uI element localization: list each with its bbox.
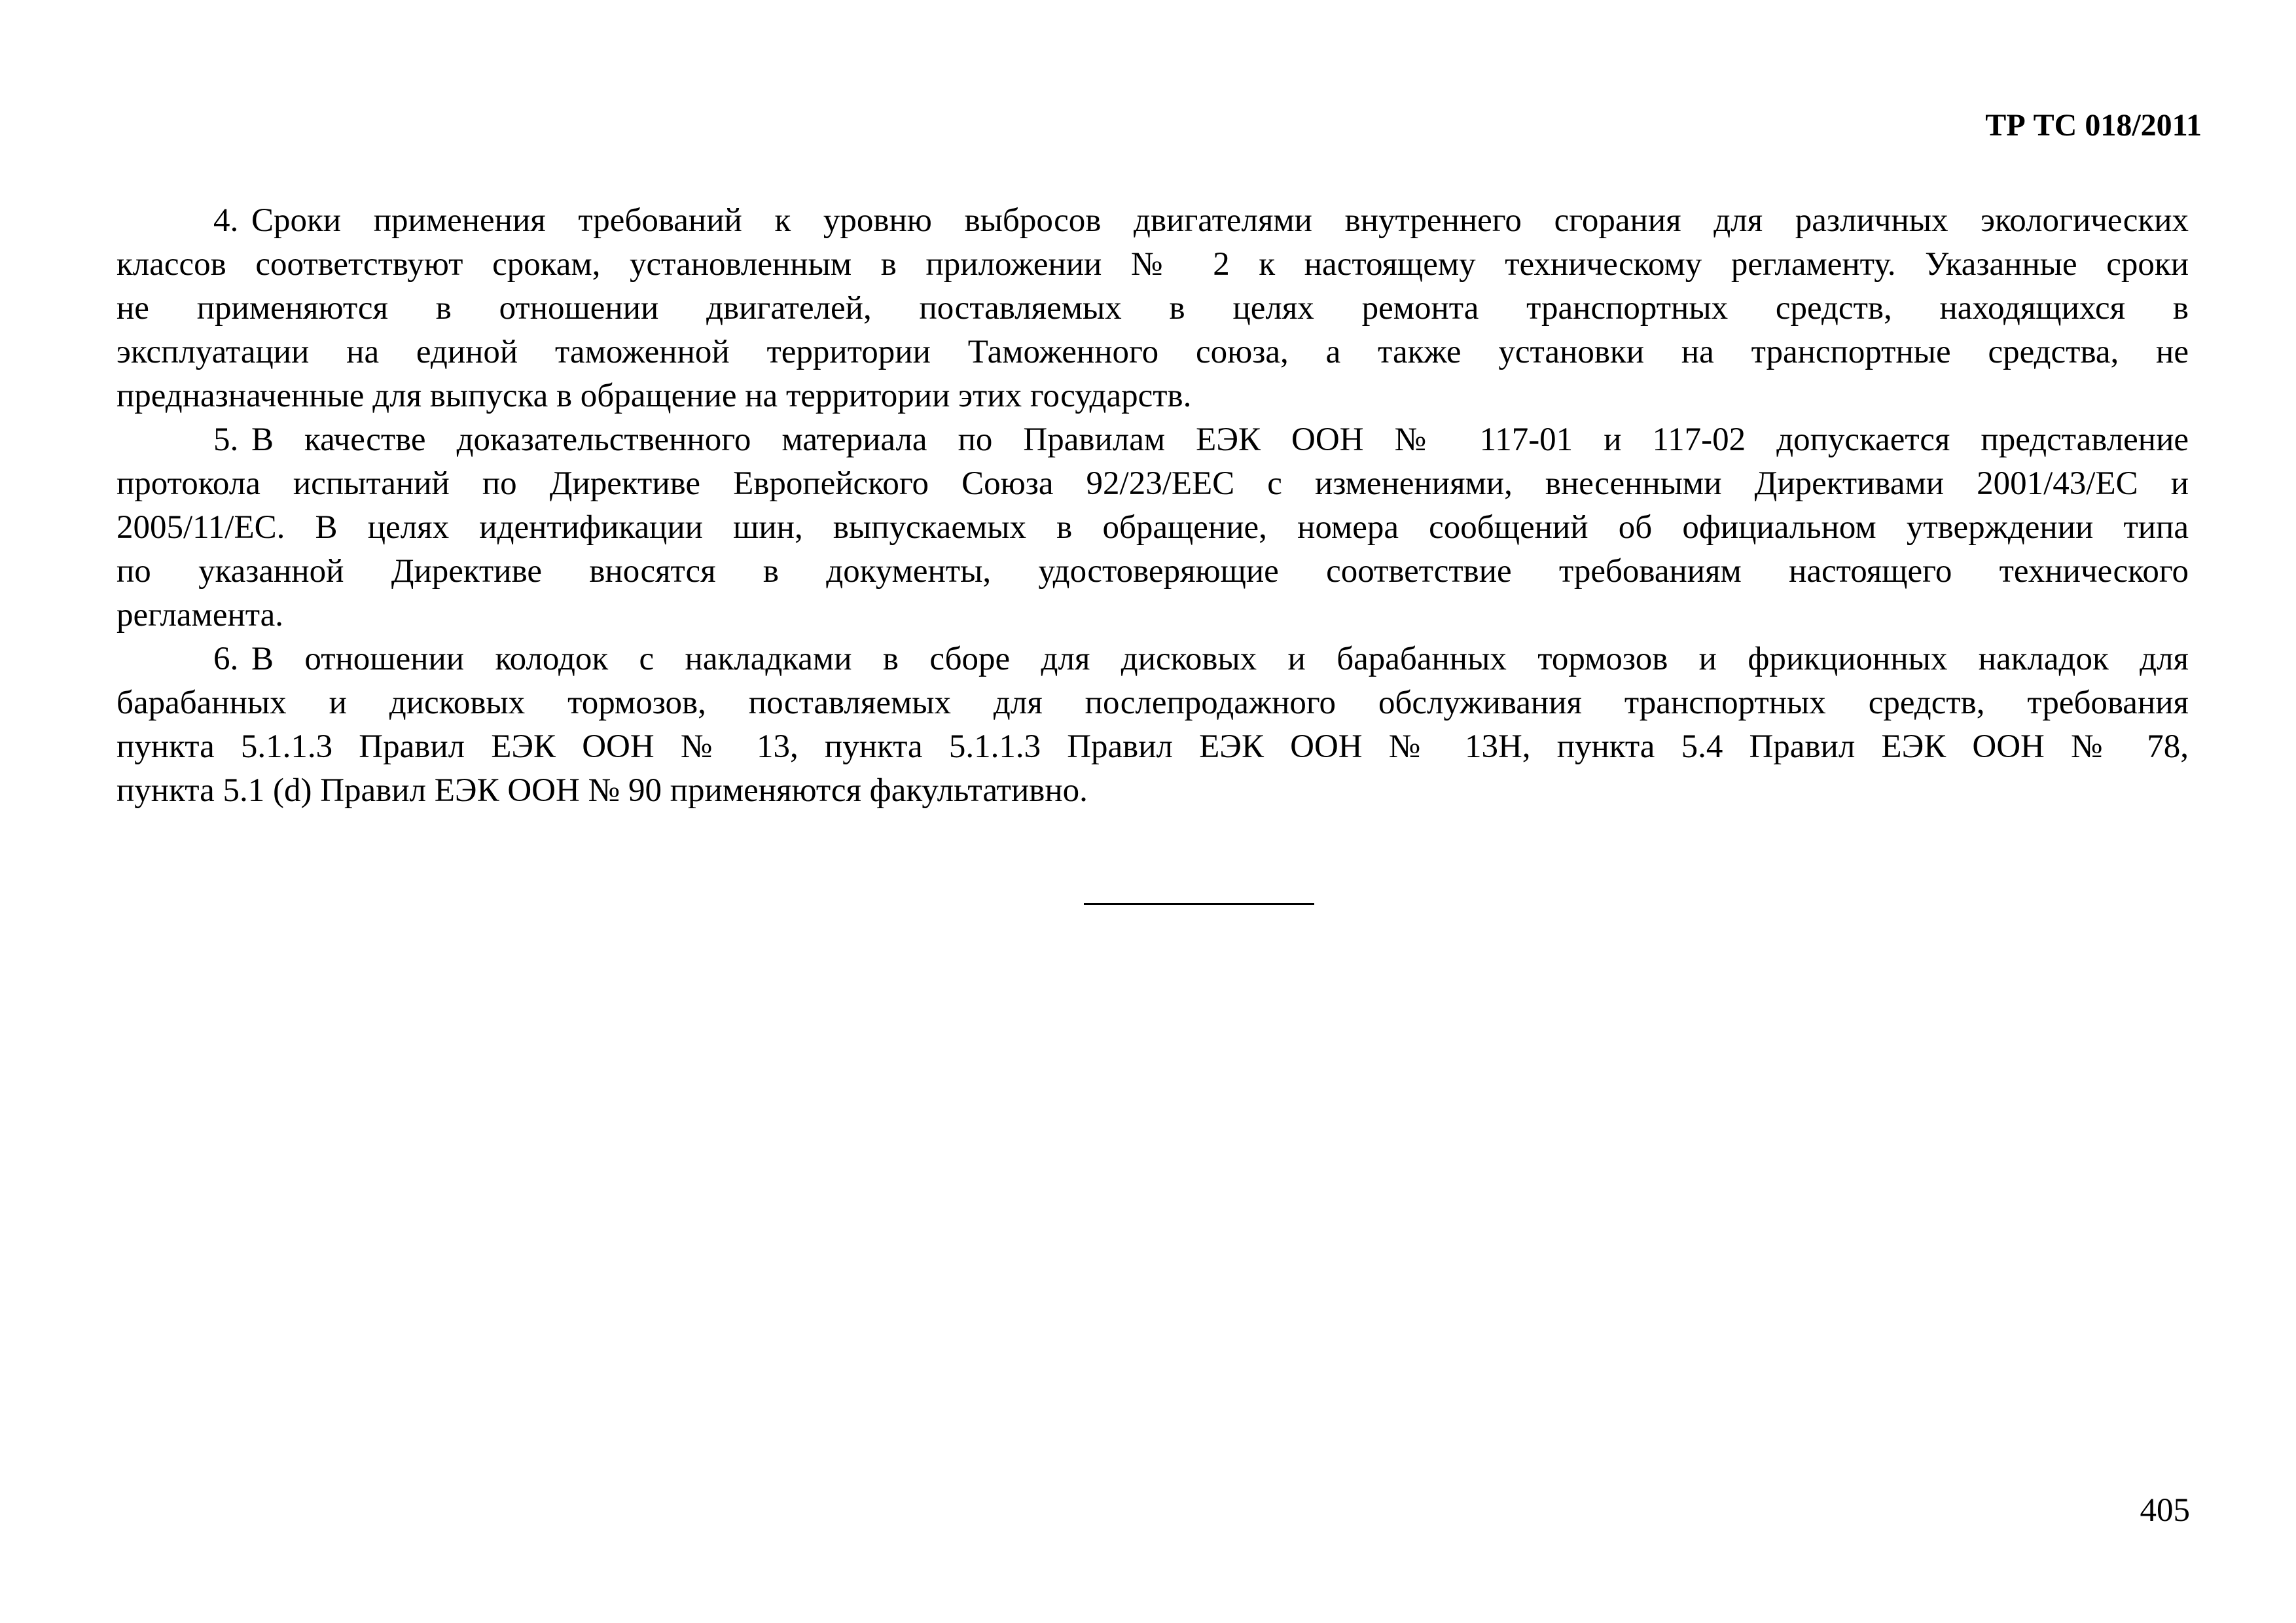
paragraph-4-line-1 — [213, 199, 2189, 243]
paragraph-5-line-3: 2005/11/ЕС. В целях идентификации шин, выпускаемых в обращение, номера сообщений об официальном утверждении типа — [117, 509, 2189, 546]
section-divider — [1084, 903, 1314, 905]
paragraph-4-line-4: эксплуатации на единой таможенной территории Таможенного союза, а также установки на транспортные средства, не — [117, 334, 2189, 370]
paragraph-4-line-3: не применяются в отношении двигателей, поставляемых в целях ремонта транспортных средств, находящихся в — [117, 290, 2189, 327]
paragraph-5-line-2: протокола испытаний по Директиве Европейского Союза 92/23/ЕЕС с изменениями, внесенными Директивами 2001/43/ЕС и — [117, 465, 2189, 502]
paragraph-5-line-1 — [213, 418, 2189, 462]
document-code-header: ТР ТС 018/2011 — [1985, 108, 2202, 143]
paragraph-6-line-2: барабанных и дисковых тормозов, поставляемых для послепродажного обслуживания транспортных средств, требования — [117, 685, 2189, 721]
paragraph-number: 6. — [213, 641, 239, 677]
paragraph-6-line-4: пункта 5.1 (d) Правил ЕЭК ООН № 90 применяются факультативно. — [117, 772, 1088, 809]
paragraph-text: В отношении колодок с накладками в сборе для дисковых и барабанных тормозов и фрикционных накладок для — [251, 641, 2189, 677]
paragraph-4-line-5: предназначенные для выпуска в обращение на территории этих государств. — [117, 378, 1192, 414]
paragraph-text: В качестве доказательственного материала по Правилам ЕЭК ООН № 117-01 и 117-02 допускается представление — [251, 421, 2189, 458]
paragraph-number: 5. — [213, 421, 239, 458]
paragraph-text: Сроки применения требований к уровню выбросов двигателями внутреннего сгорания для различных экологических — [251, 202, 2189, 239]
page-number: 405 — [2140, 1492, 2190, 1529]
paragraph-5-line-5: регламента. — [117, 597, 284, 633]
paragraph-6-line-1 — [213, 637, 2189, 681]
paragraph-4-line-2: классов соответствуют срокам, установленным в приложении № 2 к настоящему техническому регламенту. Указанные сроки — [117, 246, 2189, 283]
paragraph-6-line-3: пункта 5.1.1.3 Правил ЕЭК ООН № 13, пункта 5.1.1.3 Правил ЕЭК ООН № 13Н, пункта 5.4 Правил ЕЭК ООН № 78, — [117, 728, 2189, 765]
paragraph-number: 4. — [213, 202, 239, 239]
paragraph-5-line-4: по указанной Директиве вносятся в документы, удостоверяющие соответствие требованиям настоящего технического — [117, 553, 2189, 590]
